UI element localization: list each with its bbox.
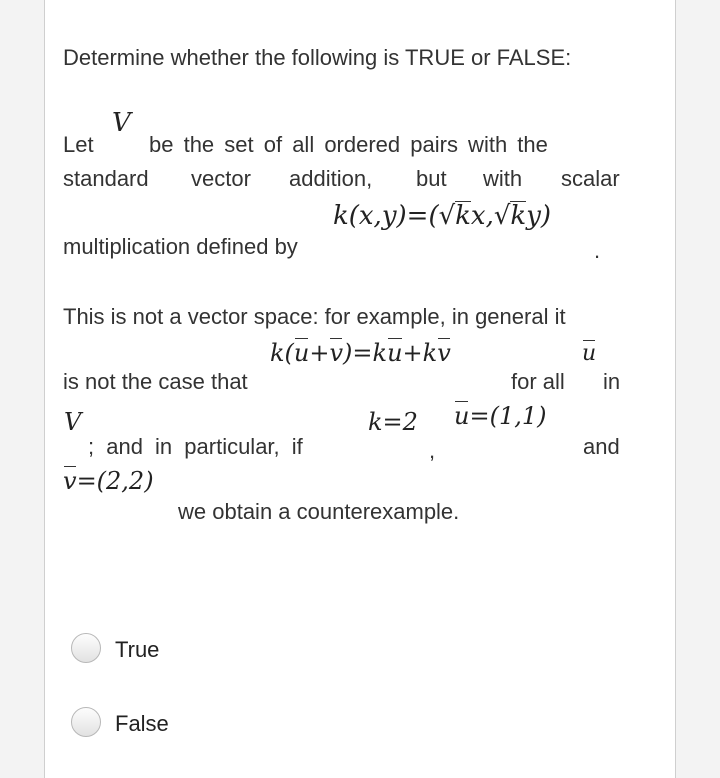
text-in: in	[603, 369, 621, 394]
text-comma: ,	[429, 438, 436, 463]
math-scalar-definition: k(x,y)=(√kx,√ky)	[333, 201, 552, 231]
text-vector: vector	[191, 166, 251, 191]
text-standard: standard	[63, 166, 149, 191]
question-prompt: Determine whether the following is TRUE or FALSE:	[63, 45, 572, 70]
math-k-value: k=2	[368, 408, 418, 436]
option-true-label[interactable]: True	[115, 637, 160, 662]
text-scalar: scalar	[561, 166, 620, 191]
text-period: .	[594, 238, 601, 263]
text-in-particular: ; and in particular, if	[88, 434, 303, 459]
math-u-value: u=(1,1)	[454, 402, 547, 430]
text-with: with	[483, 166, 523, 191]
text-addition: addition,	[289, 166, 373, 191]
text-and: and	[583, 434, 620, 459]
math-distributive: k(u+v)=ku+kv	[270, 339, 451, 367]
option-false-label[interactable]: False	[115, 711, 169, 736]
text-counterexample: we obtain a counterexample.	[178, 499, 460, 524]
text-not-the-case: is not the case that	[63, 369, 248, 394]
text-for-all: for all	[511, 369, 565, 394]
math-u-vector: u	[582, 341, 597, 366]
math-V-set: V	[64, 408, 82, 436]
text-but: but	[416, 166, 447, 191]
math-V: V	[112, 108, 131, 138]
radio-false[interactable]	[71, 707, 101, 737]
option-true[interactable]	[60, 630, 260, 670]
text-line1: be the set of all ordered pairs with the	[149, 132, 548, 157]
option-false[interactable]	[60, 704, 260, 744]
math-v-value: v=(2,2)	[63, 467, 154, 495]
radio-true[interactable]	[71, 633, 101, 663]
text-let: Let	[63, 132, 94, 157]
text-multiplication: multiplication defined by	[63, 234, 298, 259]
text-not-vector-space: This is not a vector space: for example, in general it	[63, 304, 566, 329]
